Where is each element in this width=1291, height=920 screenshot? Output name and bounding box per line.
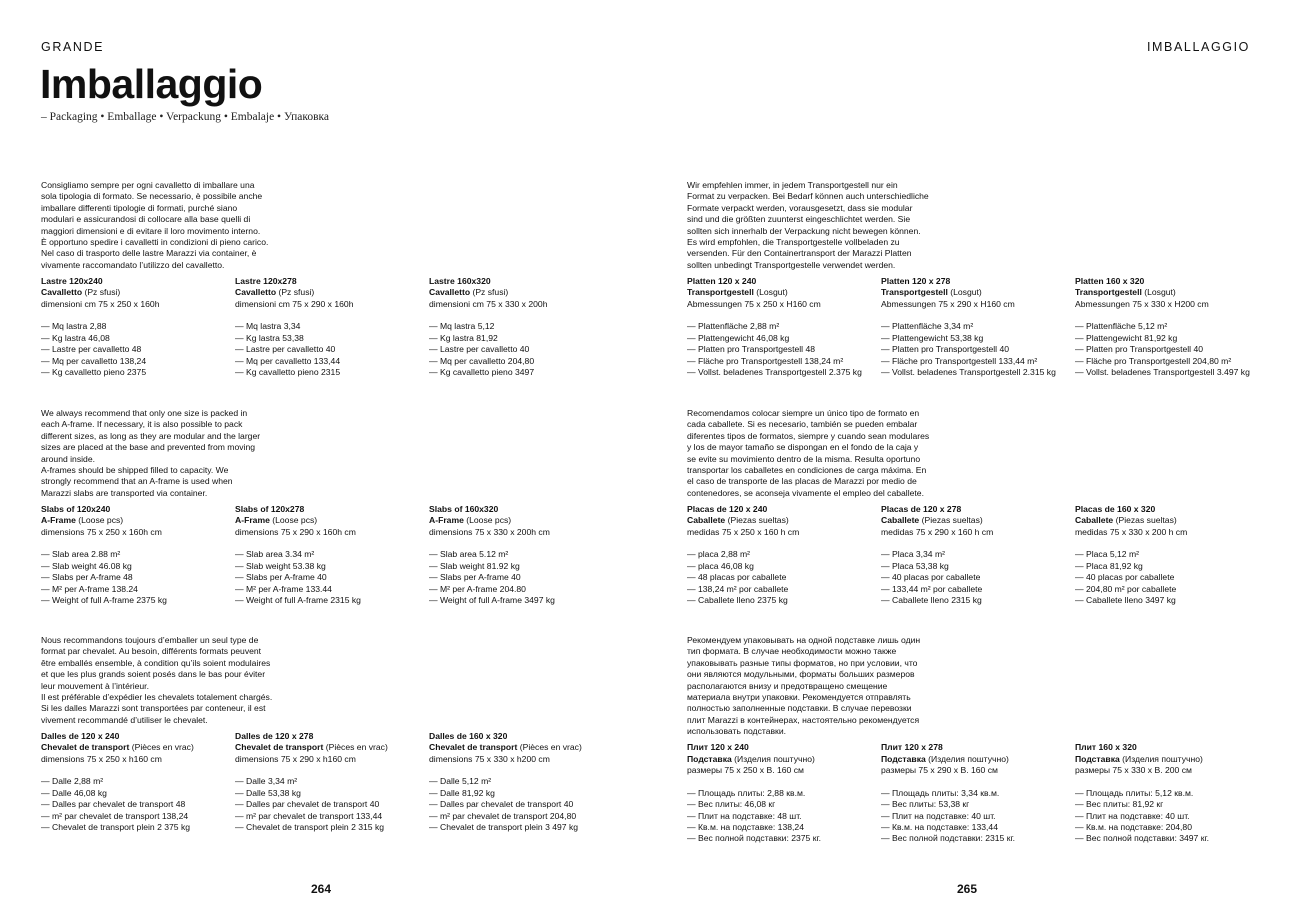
spec-list — [687, 788, 877, 845]
spec-item: — Mq lastra 5,12 — [429, 321, 495, 332]
spec-list — [235, 321, 425, 378]
spec-item: — Weight of full A-frame 2375 kg — [41, 594, 167, 605]
spec-item: — Dalle 46,08 kg — [41, 787, 107, 798]
intro-paragraph-en — [41, 408, 260, 499]
spec-packaging-note: (Loose pcs) — [75, 515, 124, 526]
page-title: Imballaggio — [40, 61, 263, 107]
spec-item: — Weight of full A-frame 2315 kg — [235, 594, 361, 605]
spec-item: — Plattenfläche 5,12 m² — [1075, 321, 1168, 332]
paragraph-line: versenden. Für den Containertransport der Marazzi Platten — [687, 248, 912, 259]
spec-item: — Площадь плиты: 5,12 кв.м. — [1075, 787, 1194, 798]
paragraph-line: se evite su movimiento dentro de la misma. Resulta oportuno — [687, 453, 921, 464]
spec-item: — Fläche pro Transportgestell 133,44 m² — [881, 355, 1038, 366]
spec-dimensions: medidas 75 x 250 x 160 h cm — [687, 526, 800, 537]
spec-packaging-note: (Piezas sueltas) — [1113, 515, 1177, 526]
spec-item: — Dalle 2,88 m² — [41, 776, 104, 787]
spec-packaging-type: Chevalet de transport — [429, 742, 518, 753]
spec-item: — Kg cavalletto pieno 2375 — [41, 366, 147, 377]
paragraph-line: упаковывать разные типы форматов, но при условии, что — [687, 657, 918, 668]
paragraph-line: Nel caso di trasporto delle lastre Marazzi via container, è — [41, 248, 257, 259]
spec-heading: Lastre 120x278 — [235, 275, 297, 286]
spec-item: — Mq per cavalletto 204,80 — [429, 355, 535, 366]
spec-packaging-note: (Pz sfusi) — [470, 287, 509, 298]
spec-list — [1075, 321, 1265, 378]
spec-item: — Chevalet de transport plein 2 315 kg — [235, 821, 385, 832]
spec-packaging — [429, 287, 619, 298]
paragraph-line: Recomendamos colocar siempre un único tipo de formato en — [687, 408, 920, 418]
paragraph-line: È opportuno spedire i cavalletti in condizioni di pieno carico. — [41, 237, 269, 248]
paragraph-line: imballare differenti tipologie di formati, purché siano — [41, 202, 238, 213]
spec-item: — Caballete lleno 3497 kg — [1075, 594, 1176, 605]
spec-dimensions: medidas 75 x 290 x 160 h cm — [881, 526, 994, 537]
spec-list — [1075, 549, 1265, 606]
paragraph-line: Рекомендуем упаковывать на одной подставке лишь один — [687, 635, 921, 645]
spec-packaging — [429, 515, 619, 526]
spec-item: — Placa 53,38 kg — [881, 560, 949, 571]
spec-packaging — [1075, 754, 1265, 765]
spec-heading: Slabs of 120x278 — [235, 503, 305, 514]
spec-dimensions: dimensions 75 x 250 x 160h cm — [41, 526, 162, 537]
spec-block-it-1 — [41, 276, 231, 379]
spec-packaging — [881, 287, 1071, 298]
spec-list — [881, 321, 1071, 378]
spec-item: — Dalles par chevalet de transport 40 — [429, 799, 574, 810]
spec-packaging — [235, 287, 425, 298]
paragraph-line: contenedores, se aconseja vivamente el empleo del caballete. — [687, 487, 924, 498]
paragraph-line: Nous recommandons toujours d’emballer un seul type de — [41, 635, 259, 645]
spec-item: — Mq per cavalletto 133,44 — [235, 355, 341, 366]
spec-item: — Вес полной подставки: 2375 кг. — [687, 833, 821, 844]
spec-item: — m² par chevalet de transport 138,24 — [41, 810, 189, 821]
spec-packaging-type: Подставка — [881, 753, 926, 764]
spec-item: — Dalles par chevalet de transport 40 — [235, 799, 380, 810]
spec-item: — Вес полной подставки: 3497 кг. — [1075, 833, 1209, 844]
spec-item: — Плит на подставке: 48 шт. — [687, 810, 802, 821]
spec-item: — Slab weight 53.38 kg — [235, 560, 326, 571]
spec-block-fr-3 — [429, 731, 619, 834]
spec-packaging — [687, 515, 877, 526]
paragraph-line: Format zu verpacken. Bei Bedarf können auch unterschiedliche — [687, 191, 929, 202]
spec-list — [429, 549, 619, 606]
spec-heading: Slabs of 120x240 — [41, 503, 111, 514]
spec-block-fr-2 — [235, 731, 425, 834]
spec-item: — Dalle 5,12 m² — [429, 776, 492, 787]
spec-heading: Lastre 160x320 — [429, 275, 491, 286]
spec-packaging-type: Caballete — [687, 515, 726, 526]
spec-item: — Вес плиты: 53,38 кг — [881, 799, 970, 810]
page-subtitle: – Packaging • Emballage • Verpackung • Embalaje • Упаковка — [41, 111, 330, 123]
spec-item: — placa 46,08 kg — [687, 560, 754, 571]
paragraph-line: être emballés ensemble, à condition qu’ils soient modulaires — [41, 657, 271, 668]
spec-list — [429, 776, 619, 833]
spec-item: — m² par chevalet de transport 133,44 — [235, 810, 383, 821]
spec-item: — Площадь плиты: 3,34 кв.м. — [881, 787, 1000, 798]
spec-item: — Placa 5,12 m² — [1075, 549, 1139, 560]
spec-packaging-note: (Pièces en vrac) — [129, 742, 194, 753]
spec-item: — Lastre per cavalletto 40 — [235, 344, 336, 355]
intro-paragraph-it — [41, 180, 268, 271]
spec-item: — Slab weight 81.92 kg — [429, 560, 520, 571]
spec-packaging — [41, 742, 231, 753]
spec-packaging-type: Caballete — [1075, 515, 1114, 526]
paragraph-line: around inside. — [41, 453, 95, 464]
paragraph-line: располагаются внизу и предотвращено смещение — [687, 680, 888, 691]
spec-list — [881, 549, 1071, 606]
spec-block-en-2 — [235, 504, 425, 607]
spec-block-ru-3 — [1075, 742, 1265, 845]
section-kicker: GRANDE — [41, 40, 105, 54]
spec-packaging — [687, 754, 877, 765]
spec-packaging-note: (Piezas sueltas) — [725, 515, 789, 526]
paragraph-line: тип формата. В случае необходимости можно также — [687, 646, 897, 657]
paragraph-line: sollten unbedingt Transportgestelle verwendet werden. — [687, 259, 896, 270]
spec-dimensions: Abmessungen 75 x 250 x H160 cm — [687, 298, 821, 309]
paragraph-line: modulari e assicurandosi di collocare alla base quelli di — [41, 214, 251, 225]
spec-item: — placa 2,88 m² — [687, 549, 751, 560]
spec-dimensions: dimensioni cm 75 x 290 x 160h — [235, 298, 354, 309]
paragraph-line: format par chevalet. Au besoin, différents formats peuvent — [41, 646, 262, 657]
spec-heading: Platten 120 x 278 — [881, 275, 951, 286]
spec-heading: Platten 120 x 240 — [687, 275, 757, 286]
paragraph-line: transportar los caballetes en condiciones de carga máxima. En — [687, 465, 927, 476]
paragraph-line: We always recommend that only one size is packed in — [41, 408, 248, 418]
spec-item: — Platten pro Transportgestell 40 — [1075, 344, 1204, 355]
spec-block-de-1 — [687, 276, 877, 379]
spec-packaging — [881, 515, 1071, 526]
spec-item: — Plattenfläche 3,34 m² — [881, 321, 974, 332]
spec-heading: Placas de 120 x 278 — [881, 503, 962, 514]
paragraph-line: плит Marazzi в контейнерах, настоятельно рекомендуется — [687, 714, 920, 725]
spec-item: — M² per A-frame 138.24 — [41, 583, 138, 594]
paragraph-line: y los de mayor tamaño se dispongan en el fondo de la caja y — [687, 442, 919, 453]
spec-packaging-note: (Pièces en vrac) — [517, 742, 582, 753]
spec-item: — Vollst. beladenes Transportgestell 3.497 kg — [1075, 366, 1250, 377]
spec-item: — Slabs per A-frame 48 — [41, 572, 133, 583]
spec-packaging-note: (Losgut) — [1141, 287, 1176, 298]
spec-item: — Плит на подставке: 40 шт. — [881, 810, 996, 821]
spec-item: — Dalle 3,34 m² — [235, 776, 298, 787]
paragraph-line: sola tipologia di formato. Se necessario, è possibile anche — [41, 191, 263, 202]
spec-dimensions: Abmessungen 75 x 290 x H160 cm — [881, 298, 1015, 309]
spec-list — [429, 321, 619, 378]
spec-block-es-2 — [881, 504, 1071, 607]
spec-packaging-type: Подставка — [1075, 753, 1120, 764]
paragraph-line: vivement recommandé d’utiliser le chevalet. — [41, 714, 208, 725]
spec-item: — Plattengewicht 81,92 kg — [1075, 332, 1178, 343]
paragraph-line: vivamente raccomandato l’utilizzo del cavalletto. — [41, 259, 225, 270]
running-header: IMBALLAGGIO — [1146, 40, 1250, 54]
paragraph-line: Es wird empfohlen, die Transportgestelle vollbeladen zu — [687, 237, 900, 248]
spec-packaging-type: A-Frame — [235, 515, 270, 526]
paragraph-line: sind und die größten zuunterst eingeschlichtet werden. Sie — [687, 214, 911, 225]
spec-heading: Dalles de 120 x 240 — [41, 730, 120, 741]
spec-item: — Slabs per A-frame 40 — [429, 572, 521, 583]
spec-item: — Chevalet de transport plein 3 497 kg — [429, 821, 579, 832]
spec-packaging-note: (Pz sfusi) — [82, 287, 121, 298]
spec-item: — Lastre per cavalletto 40 — [429, 344, 530, 355]
spec-packaging-note: (Piezas sueltas) — [919, 515, 983, 526]
page-number-left: 264 — [311, 882, 332, 896]
spec-heading: Placas de 160 x 320 — [1075, 503, 1156, 514]
spec-block-en-1 — [41, 504, 231, 607]
spec-packaging-type: Caballete — [881, 515, 920, 526]
spec-heading: Platten 160 x 320 — [1075, 275, 1145, 286]
spec-dimensions: Abmessungen 75 x 330 x H200 cm — [1075, 298, 1209, 309]
spec-packaging-type: Cavalletto — [429, 287, 471, 298]
spec-heading: Placas de 120 x 240 — [687, 503, 768, 514]
spec-item: — Площадь плиты: 2,88 кв.м. — [687, 787, 806, 798]
spec-block-it-2 — [235, 276, 425, 379]
spec-packaging — [41, 287, 231, 298]
spec-list — [881, 788, 1071, 845]
spec-packaging-type: Transportgestell — [687, 287, 754, 298]
spec-item: — 133,44 m² por caballete — [881, 583, 983, 594]
spec-item: — 204,80 m² por caballete — [1075, 583, 1177, 594]
spec-item: — Slabs per A-frame 40 — [235, 572, 327, 583]
spec-dimensions: размеры 75 x 250 x В. 160 см — [687, 764, 804, 775]
paragraph-line: Formate verpackt werden, vorausgesetzt, dass sie modular — [687, 202, 913, 213]
spec-list — [687, 549, 877, 606]
spec-item: — 48 placas por caballete — [687, 572, 787, 583]
spec-packaging — [235, 515, 425, 526]
spec-item: — Plattenfläche 2,88 m² — [687, 321, 780, 332]
intro-paragraph-de — [687, 180, 929, 271]
spec-packaging — [429, 742, 619, 753]
spec-heading: Плит 120 x 240 — [687, 742, 749, 753]
spec-item: — Плит на подставке: 40 шт. — [1075, 810, 1190, 821]
spec-list — [41, 776, 231, 833]
spec-item: — Platten pro Transportgestell 48 — [687, 344, 816, 355]
spec-item: — Weight of full A-frame 3497 kg — [429, 594, 555, 605]
spec-item: — Chevalet de transport plein 2 375 kg — [41, 821, 191, 832]
spec-item: — Вес плиты: 81,92 кг — [1075, 799, 1164, 810]
spec-item: — 138,24 m² por caballete — [687, 583, 789, 594]
spec-packaging-type: A-Frame — [429, 515, 464, 526]
spec-packaging — [41, 515, 231, 526]
paragraph-line: cada caballete. Si es necesario, también se pueden embalar — [687, 419, 918, 430]
spec-item: — Vollst. beladenes Transportgestell 2.375 kg — [687, 366, 862, 377]
spec-packaging-note: (Losgut) — [947, 287, 982, 298]
spec-packaging — [881, 754, 1071, 765]
paragraph-line: maggiori dimensioni e di evitare il loro movimento interno. — [41, 225, 261, 236]
paragraph-line: each A-frame. If necessary, it is also possible to pack — [41, 419, 243, 430]
spec-item: — Кв.м. на подставке: 138,24 — [687, 821, 804, 832]
spec-item: — Kg lastra 46,08 — [41, 332, 110, 343]
spec-list — [41, 321, 231, 378]
paragraph-line: et que les plus grands soient posés dans le bas pour éviter — [41, 669, 266, 680]
spec-dimensions: размеры 75 x 330 x В. 200 см — [1075, 764, 1192, 775]
spec-item: — Kg cavalletto pieno 3497 — [429, 366, 535, 377]
spec-dimensions: medidas 75 x 330 x 200 h cm — [1075, 526, 1188, 537]
spec-packaging-note: (Изделия поштучно) — [925, 753, 1009, 764]
spec-block-ru-2 — [881, 742, 1071, 845]
paragraph-line: leur mouvement à l’intérieur. — [41, 680, 149, 691]
spec-item: — Mq lastra 2,88 — [41, 321, 107, 332]
intro-paragraph-fr — [41, 635, 272, 726]
spec-item: — Fläche pro Transportgestell 138,24 m² — [687, 355, 844, 366]
spec-dimensions: dimensioni cm 75 x 250 x 160h — [41, 298, 160, 309]
spec-item: — Dalles par chevalet de transport 48 — [41, 799, 186, 810]
spec-packaging-type: Chevalet de transport — [41, 742, 130, 753]
spec-item: — Kg cavalletto pieno 2315 — [235, 366, 341, 377]
spec-dimensions: dimensions 75 x 250 x h160 cm — [41, 753, 162, 764]
spec-item: — Caballete lleno 2315 kg — [881, 594, 982, 605]
spec-packaging-type: Transportgestell — [1075, 287, 1142, 298]
spec-item: — m² par chevalet de transport 204,80 — [429, 810, 577, 821]
spec-item: — Slab area 3.34 m² — [235, 549, 315, 560]
paragraph-line: они являются модульными, форматы больших размеров — [687, 669, 915, 680]
paragraph-line: diferentes tipos de formatos, siempre y cuando sean modulares — [687, 430, 930, 441]
paragraph-line: different sizes, as long as they are modular and the larger — [41, 430, 261, 441]
paragraph-line: Wir empfehlen immer, in jedem Transportgestell nur ein — [687, 180, 898, 190]
spec-block-es-3 — [1075, 504, 1265, 607]
spec-packaging — [687, 287, 877, 298]
spec-item: — Dalle 81,92 kg — [429, 787, 495, 798]
spec-packaging-note: (Loose pcs) — [269, 515, 318, 526]
spec-block-en-3 — [429, 504, 619, 607]
paragraph-line: материала внутри упаковки. Рекомендуется отправлять — [687, 692, 911, 703]
spec-item: — Lastre per cavalletto 48 — [41, 344, 142, 355]
spec-block-es-1 — [687, 504, 877, 607]
spec-packaging-type: A-Frame — [41, 515, 76, 526]
spec-packaging-type: Chevalet de transport — [235, 742, 324, 753]
spec-dimensions: dimensions 75 x 330 x 200h cm — [429, 526, 550, 537]
spec-heading: Плит 160 x 320 — [1075, 742, 1137, 753]
spec-packaging-type: Подставка — [687, 753, 732, 764]
spec-heading: Dalles de 120 x 278 — [235, 730, 314, 741]
spec-item: — Slab weight 46.08 kg — [41, 560, 132, 571]
spec-packaging-note: (Pz sfusi) — [276, 287, 315, 298]
spec-item: — Placa 81,92 kg — [1075, 560, 1143, 571]
spec-block-fr-1 — [41, 731, 231, 834]
spec-item: — Mq per cavalletto 138,24 — [41, 355, 147, 366]
spec-dimensions: dimensions 75 x 290 x h160 cm — [235, 753, 356, 764]
spec-dimensions: dimensions 75 x 330 x h200 cm — [429, 753, 550, 764]
spec-item: — M² per A-frame 204.80 — [429, 583, 526, 594]
page-number-right: 265 — [957, 882, 978, 896]
spec-item: — Вес плиты: 46,08 кг — [687, 799, 776, 810]
spec-packaging-note: (Изделия поштучно) — [731, 753, 815, 764]
spec-list — [1075, 788, 1265, 845]
spec-list — [235, 549, 425, 606]
spec-dimensions: размеры 75 x 290 x В. 160 см — [881, 764, 998, 775]
intro-paragraph-ru — [687, 635, 920, 738]
spec-list — [41, 549, 231, 606]
spec-block-de-3 — [1075, 276, 1265, 379]
spec-item: — Вес полной подставки: 2315 кг. — [881, 833, 1015, 844]
spec-packaging-note: (Loose pcs) — [463, 515, 512, 526]
spec-dimensions: dimensioni cm 75 x 330 x 200h — [429, 298, 548, 309]
paragraph-line: Consigliamo sempre per ogni cavalletto di imballare una — [41, 180, 255, 190]
spec-item: — Vollst. beladenes Transportgestell 2.315 kg — [881, 366, 1056, 377]
spec-packaging — [235, 742, 425, 753]
spec-block-it-3 — [429, 276, 619, 379]
paragraph-line: использовать подставки. — [687, 726, 787, 737]
spec-item: — 40 placas por caballete — [1075, 572, 1175, 583]
spec-item: — Placa 3,34 m² — [881, 549, 945, 560]
paragraph-line: Il est préférable d’expédier les chevalets totalement chargés. — [41, 692, 273, 703]
spec-block-ru-1 — [687, 742, 877, 845]
spec-heading: Slabs of 160x320 — [429, 503, 499, 514]
spec-list — [687, 321, 877, 378]
spec-packaging — [1075, 287, 1265, 298]
spec-item: — Plattengewicht 46,08 kg — [687, 332, 790, 343]
spec-heading: Dalles de 160 x 320 — [429, 730, 508, 741]
spec-dimensions: dimensions 75 x 290 x 160h cm — [235, 526, 356, 537]
spec-item: — Caballete lleno 2375 kg — [687, 594, 788, 605]
spec-packaging — [1075, 515, 1265, 526]
paragraph-line: sollten sich innerhalb der Verpackung nicht bewegen können. — [687, 225, 921, 236]
spec-item: — Кв.м. на подставке: 204,80 — [1075, 821, 1192, 832]
paragraph-line: A-frames should be shipped filled to capacity. We — [41, 465, 229, 476]
spec-packaging-type: Cavalletto — [235, 287, 277, 298]
spec-packaging-type: Cavalletto — [41, 287, 83, 298]
spec-item: — Slab area 2.88 m² — [41, 549, 121, 560]
spec-packaging-note: (Изделия поштучно) — [1119, 753, 1203, 764]
spec-packaging-note: (Losgut) — [753, 287, 788, 298]
spec-heading: Плит 120 x 278 — [881, 742, 943, 753]
spec-heading: Lastre 120x240 — [41, 275, 103, 286]
spec-item: — Plattengewicht 53,38 kg — [881, 332, 984, 343]
spec-item: — Kg lastra 81,92 — [429, 332, 498, 343]
paragraph-line: Marazzi slabs are transported via container. — [41, 487, 208, 498]
spec-item: — Fläche pro Transportgestell 204,80 m² — [1075, 355, 1232, 366]
spec-item: — Slab area 5.12 m² — [429, 549, 509, 560]
spec-item: — Kg lastra 53,38 — [235, 332, 304, 343]
intro-paragraph-es — [687, 408, 929, 499]
paragraph-line: полностью заполненные подставки. В случае перевозки — [687, 703, 912, 714]
spec-item: — Mq lastra 3,34 — [235, 321, 301, 332]
spec-item: — M² per A-frame 133.44 — [235, 583, 332, 594]
spec-packaging-note: (Pièces en vrac) — [323, 742, 388, 753]
spec-packaging-type: Transportgestell — [881, 287, 948, 298]
spec-list — [235, 776, 425, 833]
spec-item: — Dalle 53,38 kg — [235, 787, 301, 798]
spec-block-de-2 — [881, 276, 1071, 379]
spec-item: — Platten pro Transportgestell 40 — [881, 344, 1010, 355]
paragraph-line: el caso de transporte de las placas de Marazzi por medio de — [687, 476, 917, 487]
spec-item: — Кв.м. на подставке: 133,44 — [881, 821, 998, 832]
paragraph-line: strongly recommend that an A-frame is used when — [41, 476, 233, 487]
paragraph-line: sizes are placed at the base and prevented from moving — [41, 442, 256, 453]
spec-item: — 40 placas por caballete — [881, 572, 981, 583]
paragraph-line: Si les dalles Marazzi sont transportées par conteneur, il est — [41, 703, 266, 714]
